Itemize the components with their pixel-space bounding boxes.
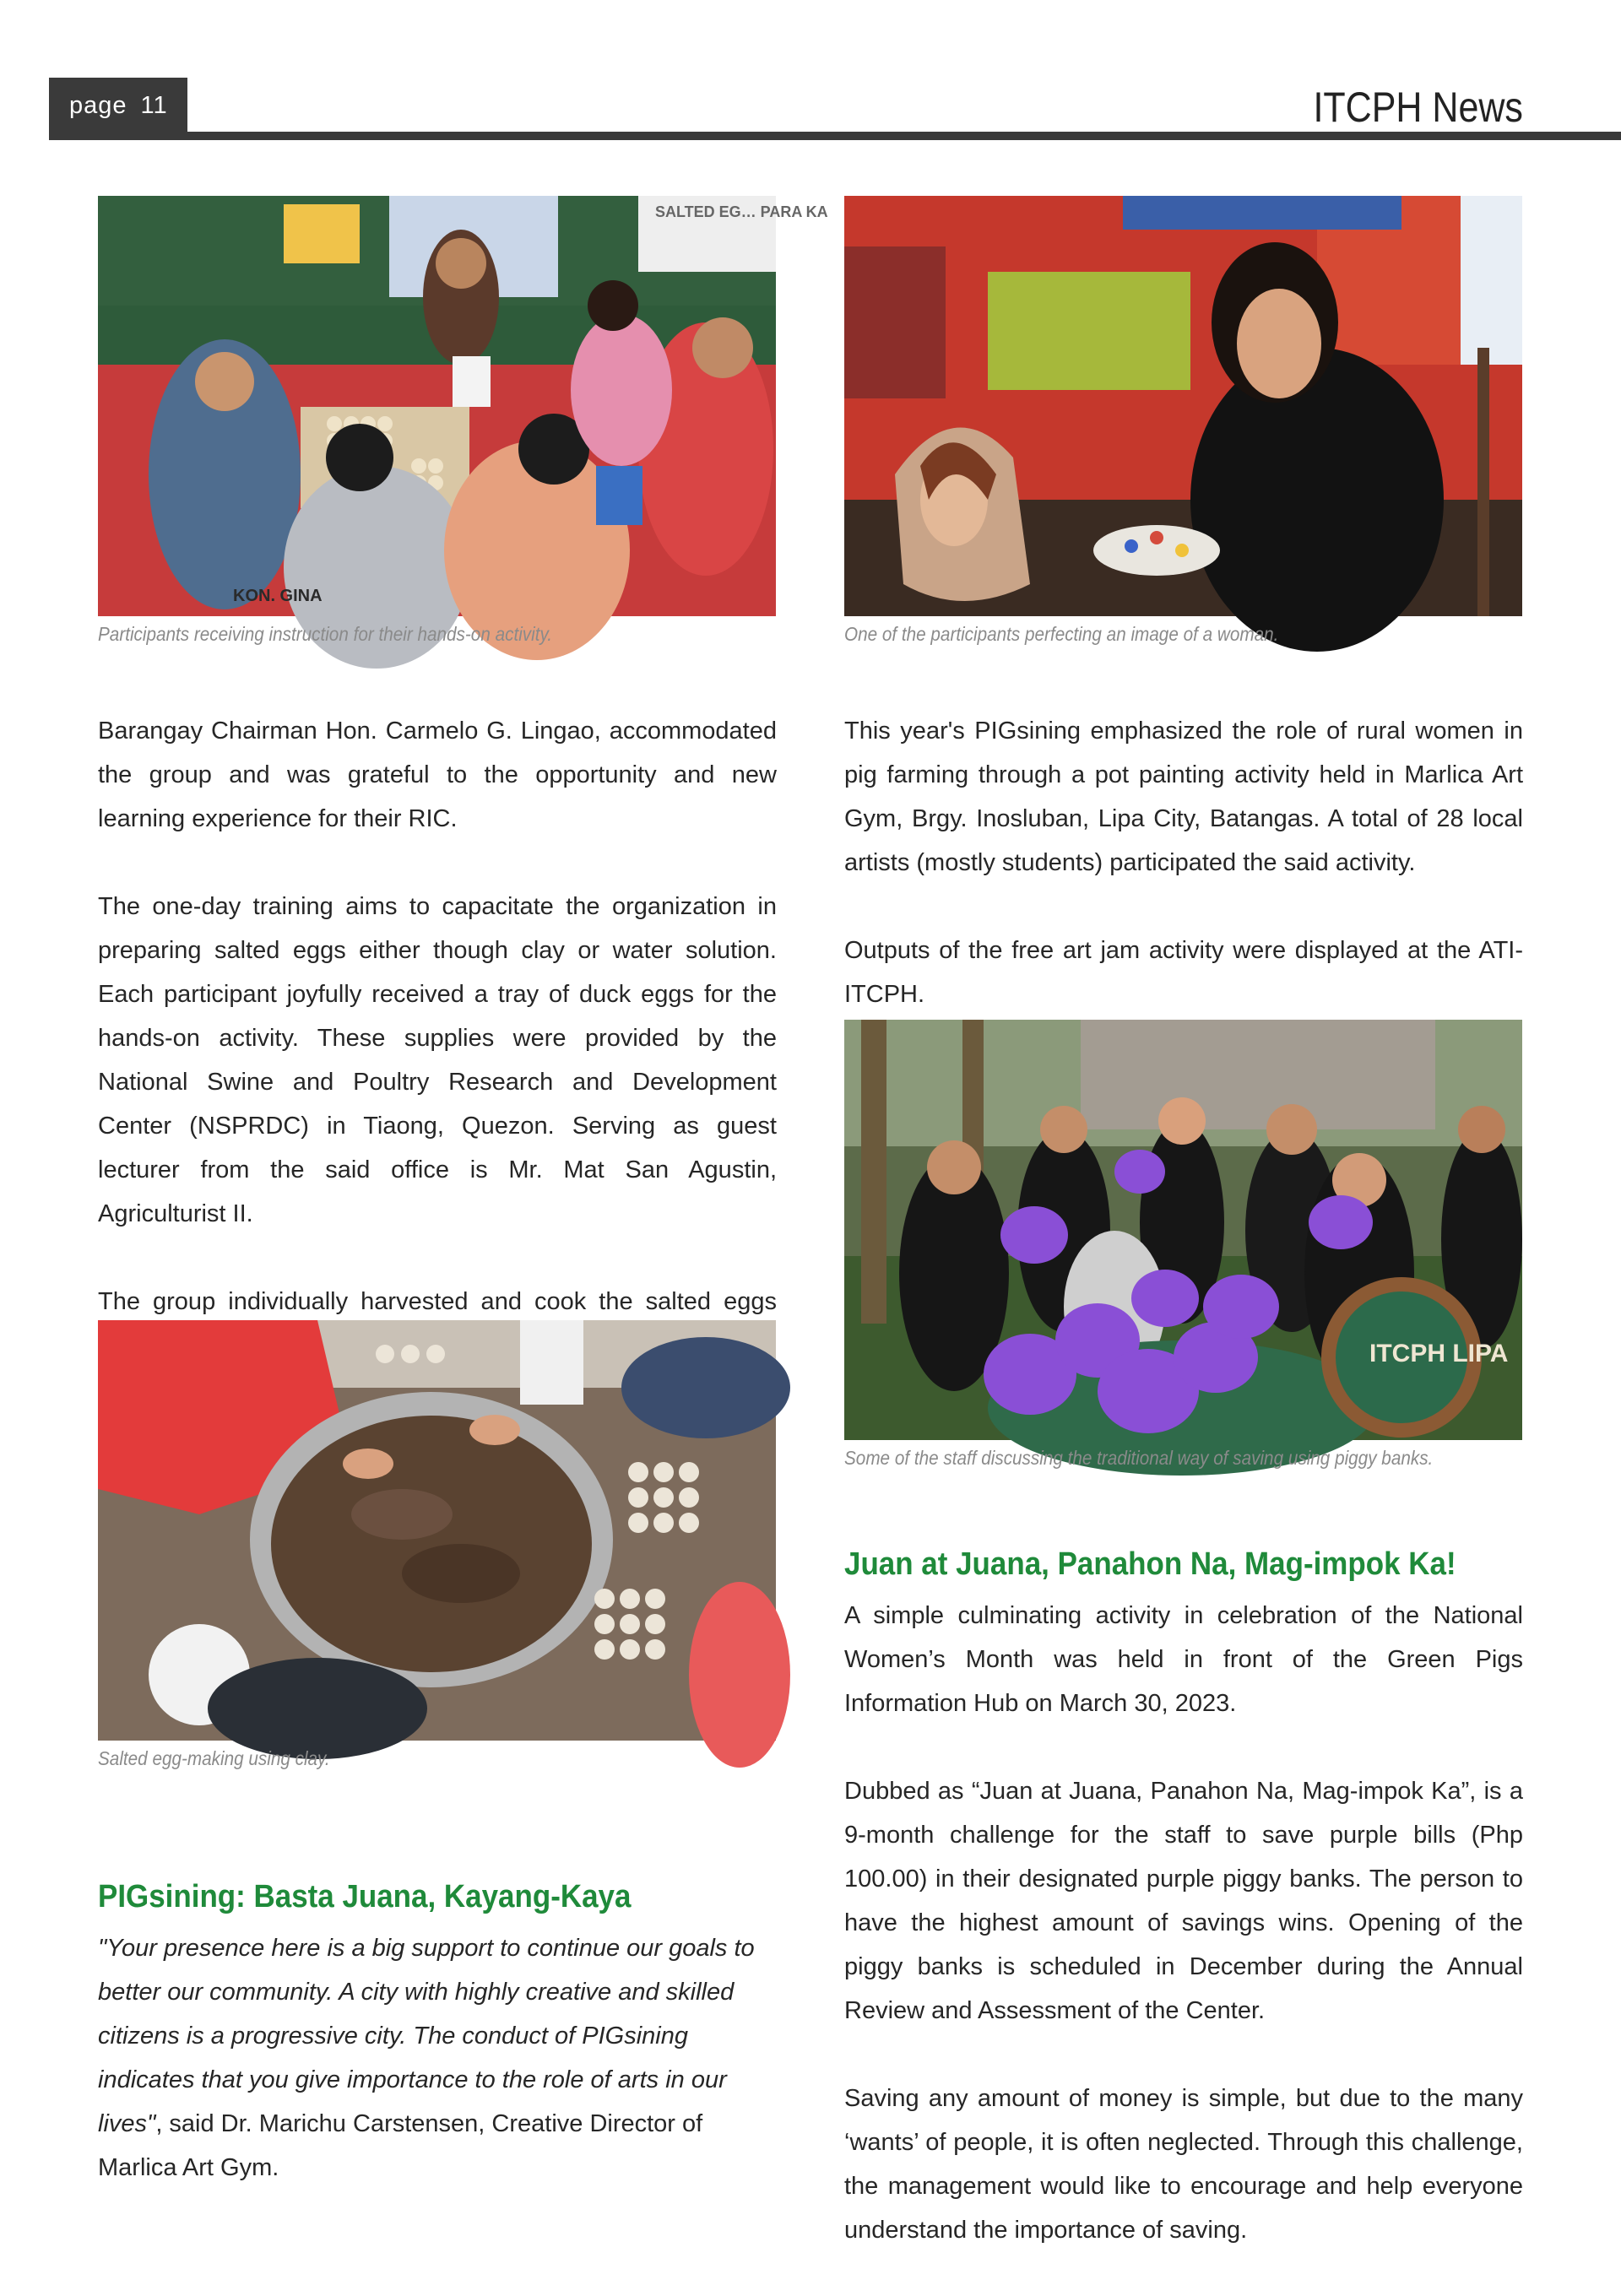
photo-piggy-banks xyxy=(844,1020,1522,1440)
left-paragraph-1: Barangay Chairman Hon. Carmelo G. Lingao, accommodated the group and was grateful to the opportunity and new learning experience for their RIC. xyxy=(98,718,777,832)
caption-piggy-banks: Some of the staff discussing the traditional way of saving using piggy banks. xyxy=(844,1447,1434,1469)
masthead-title: ITCPH News xyxy=(1313,84,1523,131)
page-label: page xyxy=(69,92,127,119)
heading-pigsining: PIGsining: Basta Juana, Kayang-Kaya xyxy=(98,1879,632,1914)
photo-pot-painting-art xyxy=(844,196,1522,616)
right-paragraph-5: Saving any amount of money is simple, but due to the many ‘wants’ of people, it is often neglected. Through this challenge, the management would like to encourage and help everyone understand the importance of saving. xyxy=(844,2085,1523,2244)
right-paragraph-2: Outputs of the free art jam activity were displayed at the ATI-ITCPH. xyxy=(844,937,1523,1008)
photo-piggy-banks-art xyxy=(844,1020,1522,1440)
photo-salted-egg-making xyxy=(98,1320,776,1741)
page-number: 11 xyxy=(140,92,168,119)
right-paragraph-1: This year's PIGsining emphasized the role of rural women in pig farming through a pot painting activity held in Marlica Art Gym, Brgy. Inosluban, Lipa City, Batangas. A total of 28 local artists (mostly students) participated the said activity. xyxy=(844,718,1523,876)
right-paragraph-4: Dubbed as “Juan at Juana, Panahon Na, Mag-impok Ka”, is a 9-month challenge for the staff to save purple bills (Php 100.00) in their designated purple piggy banks. The person to have the highest amount of savings wins. Opening of the piggy banks is scheduled in December during the Annual Review and Assessment of the Center. xyxy=(844,1778,1523,2024)
photo-pot-painting xyxy=(844,196,1522,616)
photo-training-instruction-art xyxy=(98,196,828,616)
photo-sign-text: ITCPH LIPA xyxy=(1369,1340,1509,1367)
photo-banner-text: SALTED EG… PARA KA xyxy=(655,203,828,220)
photo-shirt-text: KON. GINA xyxy=(233,587,323,605)
right-column-text-bottom xyxy=(844,1594,1523,2296)
left-paragraph-2: The one-day training aims to capacitate the organization in preparing salted eggs either though clay or water solution. Each participant joyfully received a tray of duck eggs for the hands-on activity. These supplies were provided by the National Swine and Poultry Research and Development Center (NSPRDC) in Tiaong, Quezon. Serving as guest lecturer from the said office is Mr. Mat San Agustin, Agriculturist II. xyxy=(98,893,777,1227)
page-number-tab xyxy=(49,78,187,140)
caption-training: Participants receiving instruction for their hands-on activity. xyxy=(98,623,553,645)
left-column-text xyxy=(98,709,777,1411)
pigsining-quote-block xyxy=(98,1926,777,2190)
pigsining-quote: "Your presence here is a big support to continue our goals to better our community. A city with highly creative and skilled citizens is a progressive city. The conduct of PIGsining indicates that you give importance to the role of arts in our lives" xyxy=(98,1935,755,2137)
photo-salted-egg-making-art xyxy=(98,1320,776,1741)
right-column-text-top xyxy=(844,709,1523,1060)
caption-salted-egg: Salted egg-making using clay. xyxy=(98,1747,330,1769)
left-paragraph-3: The group individually harvested and cook the salted eggs xyxy=(98,1288,777,1315)
caption-painting: One of the participants perfecting an image of a woman. xyxy=(844,623,1279,645)
heading-juan-at-juana: Juan at Juana, Panahon Na, Mag-impok Ka! xyxy=(844,1546,1456,1582)
header-rule xyxy=(49,132,1621,140)
right-paragraph-3: A simple culminating activity in celebration of the National Women’s Month was held in front of the Green Pigs Information Hub on March 30, 2023. xyxy=(844,1602,1523,1717)
pigsining-quote-attribution: , said Dr. Marichu Carstensen, Creative Director of Marlica Art Gym. xyxy=(98,2110,703,2181)
photo-training-instruction xyxy=(98,196,828,616)
